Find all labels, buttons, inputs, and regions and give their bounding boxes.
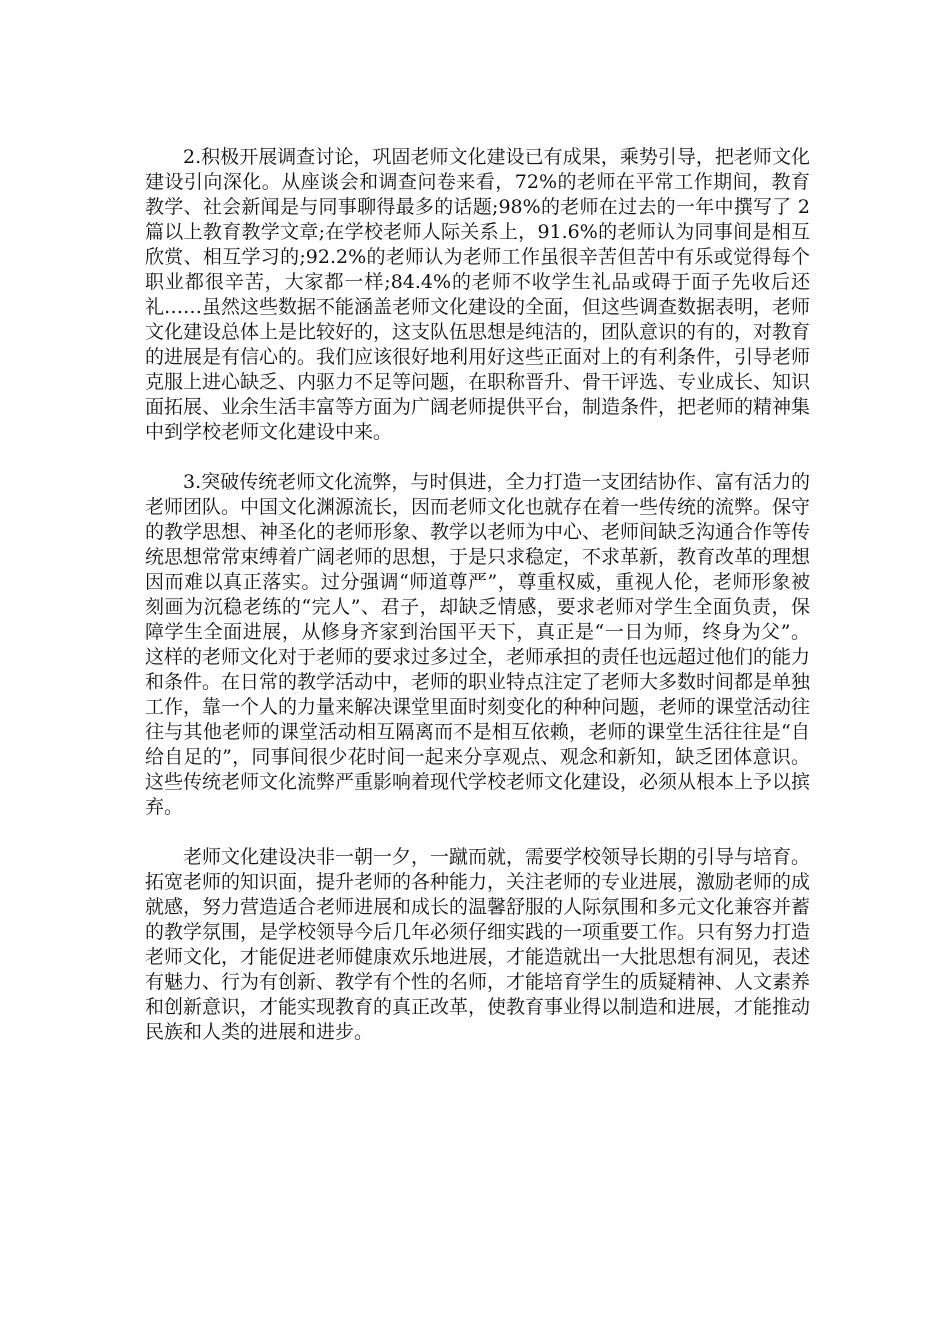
paragraph-traditional-drawbacks: 3.突破传统老师文化流弊，与时俱进，全力打造一支团结协作、富有活力的老师团队。中国文化渊源流长，因而老师文化也就存在着一些传统的流弊。保守的教学思想、神圣化的老师形象、教学以老师为中心、老师间缺乏沟通合作等传统思想常常束缚着广阔老师的思想，于是只求稳定，不求革新，教育改革的理想因而难以真正落实。过分强调“师道尊严”，尊重权威，重视人伦，老师形象被刻画为沉稳老练的“完人”、君子，却缺乏情感，要求老师对学生全面负责，保障学生全面进展，从修身齐家到治国平天下，真正是“一日为师，终身为父”。这样的老师文化对于老师的要求过多过全，老师承担的责任也远超过他们的能力和条件。在日常的教学活动中，老师的职业特点注定了老师大多数时间都是单独工作，靠一个人的力量来解决课堂里面时刻变化的种种问题，老师的课堂活动往往与其他老师的课堂活动相互隔离而不是相互依赖，老师的课堂生活往往是“自给自足的”，同事间很少花时间一起来分享观点、观念和新知，缺乏团体意识。这些传统老师文化流弊严重影响着现代学校老师文化建设，必须从根本上予以摈弃。 — [145, 471, 811, 818]
document-body — [145, 145, 810, 1045]
paragraph-survey-discussion: 2.积极开展调查讨论，巩固老师文化建设已有成果，乘势引导，把老师文化建设引向深化。从座谈会和调查问卷来看，72%的老师在平常工作期间，教育教学、社会新闻是与同事聊得最多的话题;98%的老师在过去的一年中撰写了 2 篇以上教育教学文章;在学校老师人际关系上，91.6%的老师认为同事间是相互欣赏、相互学习的;92.2%的老师认为老师工作虽很辛苦但苦中有乐或觉得每个职业都很辛苦，大家都一样;84.4%的老师不收学生礼品或碍于面子先收后还礼……虽然这些数据不能涵盖老师文化建设的全面，但这些调查数据表明，老师文化建设总体上是比较好的，这支队伍思想是纯洁的，团队意识的有的，对教育的进展是有信心的。我们应该很好地利用好这些正面对上的有利条件，引导老师克服上进心缺乏、内驱力不足等问题，在职称晋升、骨干评选、专业成长、知识面拓展、业余生活丰富等方面为广阔老师提供平台，制造条件，把老师的精神集中到学校老师文化建设中来。 — [145, 146, 811, 443]
paragraph-long-term-cultivation: 老师文化建设决非一朝一夕，一蹴而就，需要学校领导长期的引导与培育。拓宽老师的知识面，提升老师的各种能力，关注老师的专业进展，激励老师的成就感，努力营造适合老师进展和成长的温馨舒服的人际氛围和多元文化兼容并蓄的教学氛围，是学校领导今后几年必须仔细实践的一项重要工作。只有努力打造老师文化，才能促进老师健康欢乐地进展，才能造就出一大批思想有洞见，表述有魅力、行为有创新、教学有个性的名师，才能培育学生的质疑精神、人文素养和创新意识，才能实现教育的真正改革，使教育事业得以制造和进展，才能推动民族和人类的进展和进步。 — [145, 846, 811, 1043]
